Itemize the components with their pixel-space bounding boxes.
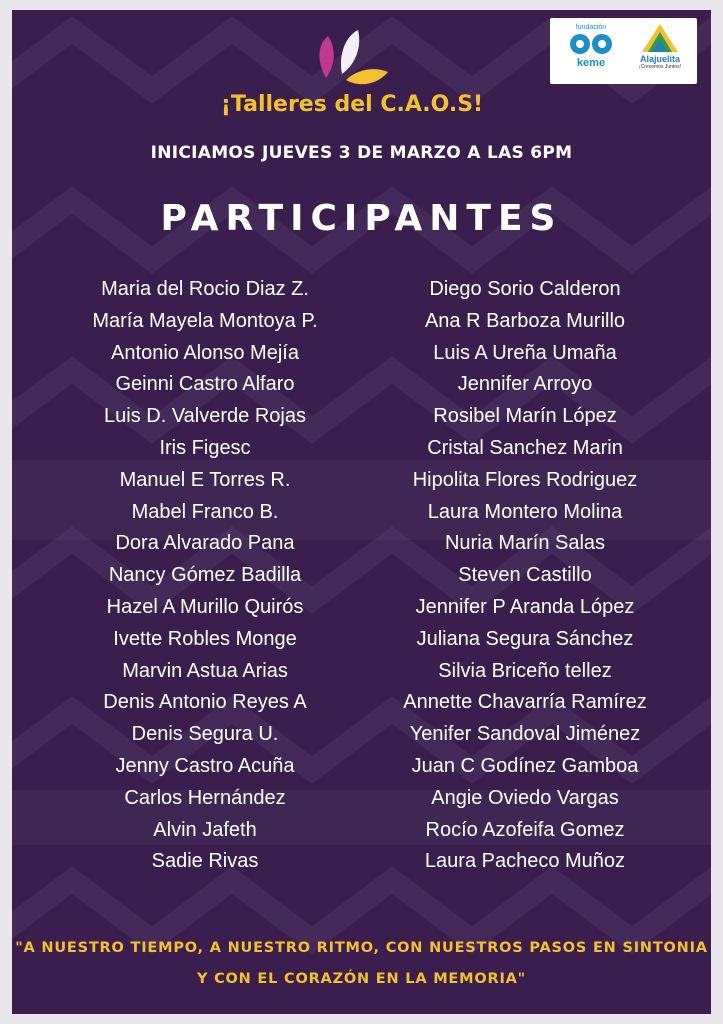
workshop-title: ¡Talleres del C.A.O.S!: [220, 92, 484, 117]
participant-name: Hazel A Murillo Quirós: [106, 595, 304, 618]
poster: [12, 10, 711, 1014]
participants-heading: PARTICIPANTES: [160, 198, 563, 239]
participant-name: Steven Castillo: [458, 564, 592, 587]
alajuelita-logo: [628, 22, 692, 80]
participant-name: Luis A Ureña Umaña: [433, 341, 617, 364]
closing-quote: [12, 933, 711, 995]
participant-name: Ivette Robles Monge: [113, 627, 297, 650]
participant-name: Jennifer Arroyo: [457, 373, 593, 396]
participant-name: Silvia Briceño tellez: [438, 659, 612, 682]
participant-name: Hipolita Flores Rodriguez: [412, 468, 638, 491]
participant-name: Diego Sorio Calderon: [429, 278, 621, 300]
closing-quote-line-2: Y CON EL CORAZÓN EN LA MEMORIA": [196, 971, 527, 987]
participant-name: Juliana Segura Sánchez: [416, 627, 634, 650]
participant-name: Jennifer P Aranda López: [415, 595, 635, 618]
participant-name: Nancy Gómez Badilla: [108, 564, 302, 587]
start-date-headline: INICIAMOS JUEVES 3 DE MARZO A LAS 6PM: [150, 143, 573, 163]
keme-logo-icon: [569, 32, 613, 56]
participant-name: Angie Oviedo Vargas: [431, 786, 619, 809]
participant-name: Laura Pacheco Muñoz: [424, 850, 626, 873]
participants-left-column: [40, 274, 370, 878]
participant-name: Rocío Azofeifa Gomez: [425, 818, 625, 841]
participant-name: Iris Figesc: [159, 436, 251, 459]
keme-logo: [558, 22, 624, 80]
alajuelita-logo-tagline: ¡Crecemos Juntos!: [639, 64, 681, 70]
participant-name: Denis Antonio Reyes A: [103, 691, 307, 714]
keme-logo-name: keme: [576, 57, 606, 69]
caos-petals-logo: [312, 26, 392, 88]
participant-name: Dora Alvarado Pana: [115, 532, 295, 555]
participant-name: Manuel E Torres R.: [119, 468, 291, 491]
participant-name: Annette Chavarría Ramírez: [403, 691, 647, 714]
keme-logo-caption: fundación: [575, 24, 607, 31]
participant-name: Carlos Hernández: [124, 786, 286, 809]
alajuelita-logo-icon: [640, 22, 680, 54]
participant-name: Luis D. Valverde Rojas: [104, 405, 306, 428]
participant-name: Rosibel Marín López: [433, 405, 617, 428]
alajuelita-logo-name: Alajuelita: [639, 54, 680, 64]
participant-name: Yenifer Sandoval Jiménez: [409, 723, 641, 746]
participant-name: Antonio Alonso Mejía: [111, 341, 299, 364]
participant-name: María Mayela Montoya P.: [92, 309, 318, 332]
participant-name: Geinni Castro Alfaro: [115, 373, 295, 396]
participant-name: Laura Montero Molina: [427, 500, 623, 523]
participant-name: Marvin Astua Arias: [122, 659, 288, 682]
participant-name: Jenny Castro Acuña: [115, 754, 295, 777]
participants-right-column: [360, 274, 690, 878]
closing-quote-line-1: "A NUESTRO TIEMPO, A NUESTRO RITMO, CON NUESTROS PASOS EN SINTONIA: [15, 940, 708, 956]
participant-name: Nuria Marín Salas: [444, 532, 606, 555]
sponsor-logos: [550, 18, 697, 84]
participant-name: Sadie Rivas: [151, 850, 259, 873]
participant-name: Mabel Franco B.: [131, 500, 279, 523]
participant-name: Alvin Jafeth: [153, 818, 257, 841]
participant-name: Ana R Barboza Murillo: [424, 309, 626, 332]
participant-name: Maria del Rocio Diaz Z.: [101, 278, 309, 300]
participant-name: Juan C Godínez Gamboa: [411, 754, 639, 777]
participant-name: Cristal Sanchez Marin: [427, 436, 623, 459]
participant-name: Denis Segura U.: [131, 723, 279, 746]
